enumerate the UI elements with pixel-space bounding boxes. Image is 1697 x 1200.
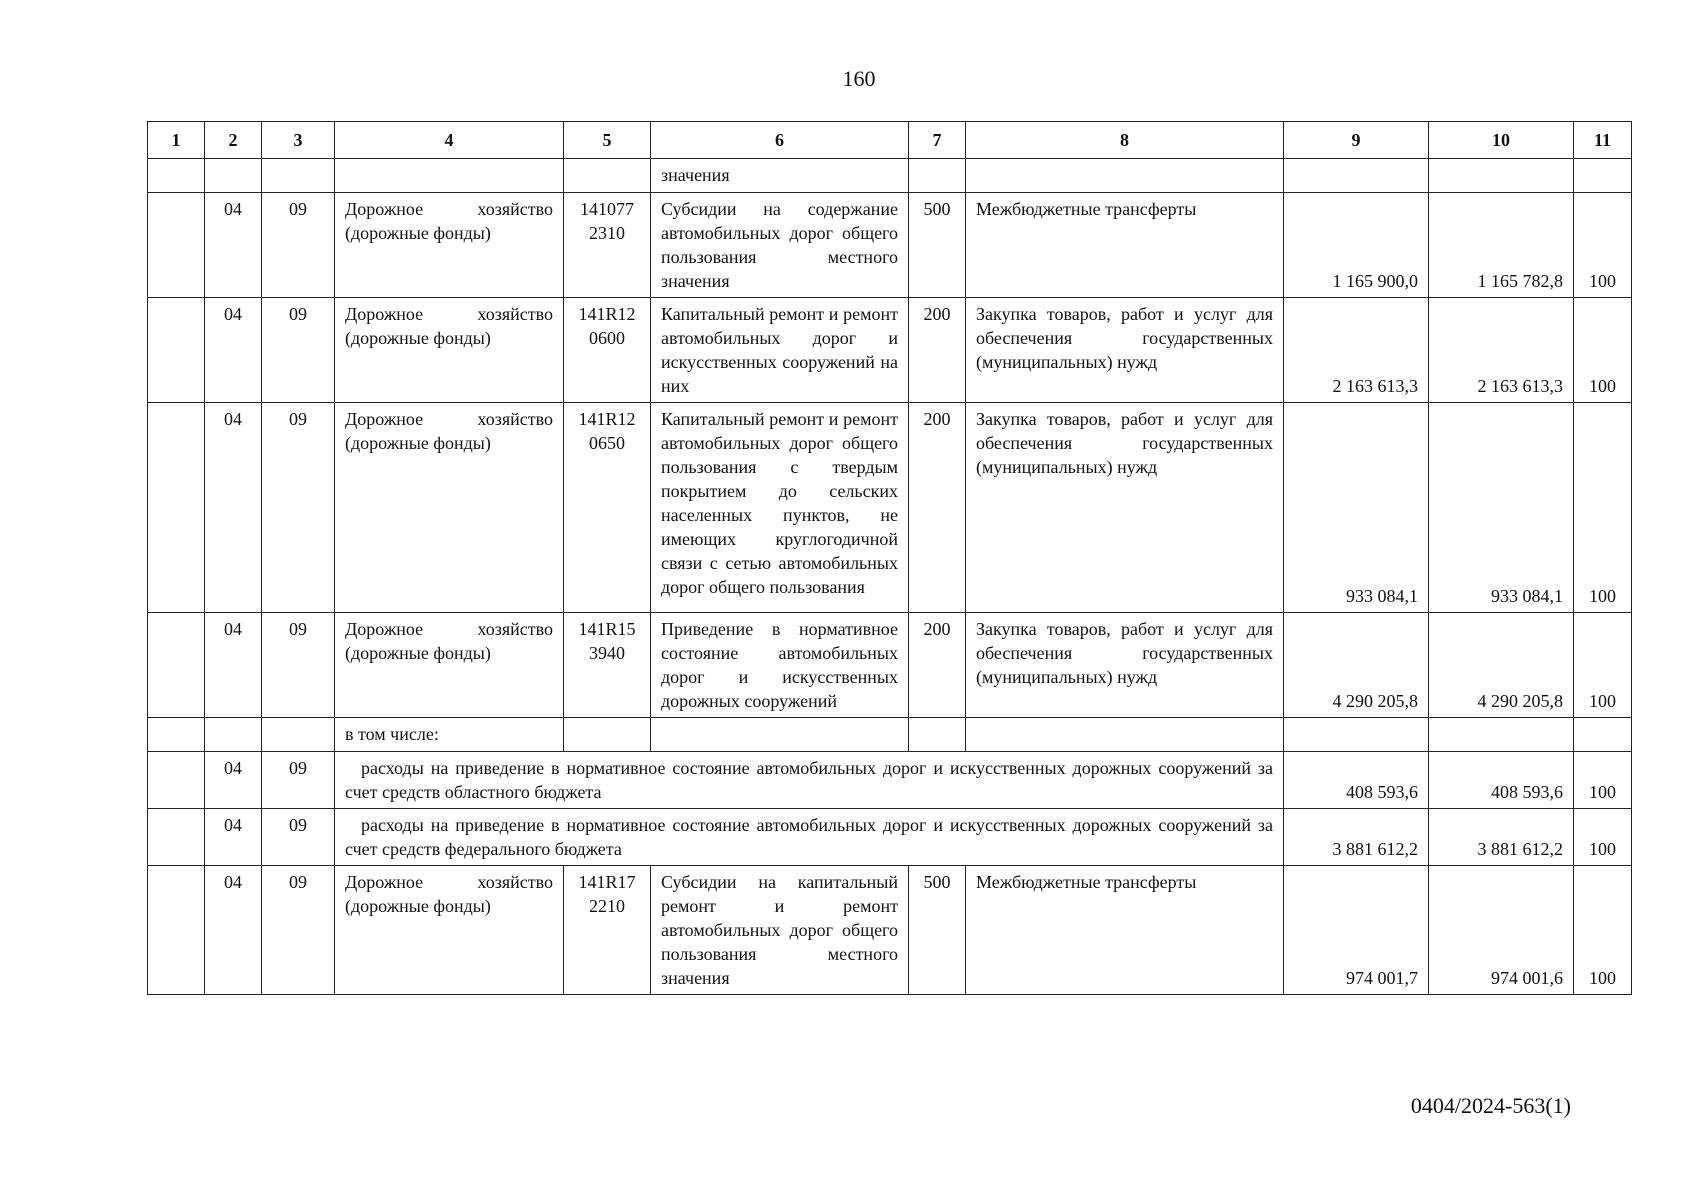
- cell-planned: [1284, 718, 1429, 752]
- cell-planned: 4 290 205,8: [1284, 613, 1429, 718]
- cell-expense-type: Межбюджетные трансферты: [966, 193, 1284, 298]
- cell-purpose: значения: [651, 159, 909, 193]
- cell-executed: 408 593,6: [1429, 752, 1574, 809]
- cell-executed: 2 163 613,3: [1429, 298, 1574, 403]
- cell-target-code: 141077 2310: [564, 193, 651, 298]
- cell-executed: [1429, 718, 1574, 752]
- cell-planned: 1 165 900,0: [1284, 193, 1429, 298]
- cell-target-code: [564, 159, 651, 193]
- table-row: [148, 809, 1632, 866]
- cell-expense-code: 500: [909, 193, 966, 298]
- cell-percent: 100: [1574, 866, 1632, 995]
- cell-col1: [148, 193, 205, 298]
- cell-name: Дорожное хозяйство (дорожные фонды): [335, 613, 564, 718]
- cell-target-code: 141R17 2210: [564, 866, 651, 995]
- cell-subsection: 09: [262, 613, 335, 718]
- cell-planned: 2 163 613,3: [1284, 298, 1429, 403]
- header-cell: 2: [205, 122, 262, 159]
- cell-section: 04: [205, 752, 262, 809]
- cell-purpose: [651, 718, 909, 752]
- cell-purpose: Субсидии на содержание автомобильных дорог общего пользования местного значения: [651, 193, 909, 298]
- cell-expense-type: [966, 718, 1284, 752]
- cell-section: 04: [205, 403, 262, 613]
- cell-subsection: 09: [262, 403, 335, 613]
- cell-percent: 100: [1574, 613, 1632, 718]
- cell-subsection: 09: [262, 809, 335, 866]
- cell-expense-type: [966, 159, 1284, 193]
- table-row: [148, 613, 1632, 718]
- cell-col1: [148, 752, 205, 809]
- cell-percent: 100: [1574, 298, 1632, 403]
- cell-name: Дорожное хозяйство (дорожные фонды): [335, 193, 564, 298]
- cell-planned: [1284, 159, 1429, 193]
- cell-expense-code: 200: [909, 403, 966, 613]
- cell-col1: [148, 809, 205, 866]
- cell-target-code: [564, 718, 651, 752]
- header-cell: 6: [651, 122, 909, 159]
- cell-section: 04: [205, 298, 262, 403]
- cell-expense-code: [909, 159, 966, 193]
- cell-planned: 974 001,7: [1284, 866, 1429, 995]
- cell-expense-code: [909, 718, 966, 752]
- header-cell: 3: [262, 122, 335, 159]
- table-row: [148, 403, 1632, 613]
- cell-name: Дорожное хозяйство (дорожные фонды): [335, 403, 564, 613]
- cell-purpose: Капитальный ремонт и ремонт автомобильных дорог общего пользования с твердым покрытием до сельских населенных пунктов, не имеющих круглогодичной связи с сетью автомобильных дорог общего пользования: [651, 403, 909, 613]
- cell-col1: [148, 613, 205, 718]
- table-row: [148, 298, 1632, 403]
- cell-name: Дорожное хозяйство (дорожные фонды): [335, 298, 564, 403]
- cell-percent: [1574, 159, 1632, 193]
- page-number: 160: [842, 66, 876, 91]
- cell-name: [335, 159, 564, 193]
- cell-planned: 933 084,1: [1284, 403, 1429, 613]
- cell-executed: 4 290 205,8: [1429, 613, 1574, 718]
- cell-description-span: расходы на приведение в нормативное состояние автомобильных дорог и искусственных дорожных сооружений за счет средств областного бюджета: [335, 752, 1284, 809]
- document-number: 0404/2024-563(1): [1410, 1093, 1571, 1118]
- cell-purpose: Капитальный ремонт и ремонт автомобильных дорог и искусственных сооружений на них: [651, 298, 909, 403]
- cell-col1: [148, 403, 205, 613]
- header-cell: 11: [1574, 122, 1632, 159]
- cell-expense-type: Закупка товаров, работ и услуг для обеспечения государственных (муниципальных) нужд: [966, 613, 1284, 718]
- header-cell: 1: [148, 122, 205, 159]
- cell-subsection: 09: [262, 866, 335, 995]
- table-row: [148, 866, 1632, 995]
- cell-percent: [1574, 718, 1632, 752]
- cell-col1: [148, 866, 205, 995]
- cell-name: Дорожное хозяйство (дорожные фонды): [335, 866, 564, 995]
- cell-expense-code: 200: [909, 298, 966, 403]
- cell-section: 04: [205, 193, 262, 298]
- header-cell: 7: [909, 122, 966, 159]
- cell-percent: 100: [1574, 193, 1632, 298]
- cell-target-code: 141R12 0600: [564, 298, 651, 403]
- header-cell: 5: [564, 122, 651, 159]
- cell-col1: [148, 718, 205, 752]
- cell-description-span: расходы на приведение в нормативное состояние автомобильных дорог и искусственных дорожных сооружений за счет средств федерального бюджета: [335, 809, 1284, 866]
- cell-purpose: Субсидии на капитальный ремонт и ремонт автомобильных дорог общего пользования местного значения: [651, 866, 909, 995]
- cell-target-code: 141R12 0650: [564, 403, 651, 613]
- cell-percent: 100: [1574, 752, 1632, 809]
- cell-section: 04: [205, 866, 262, 995]
- table-row: [148, 752, 1632, 809]
- cell-name: в том числе:: [335, 718, 564, 752]
- cell-executed: 3 881 612,2: [1429, 809, 1574, 866]
- table-header-row: [148, 122, 1632, 159]
- cell-section: 04: [205, 809, 262, 866]
- cell-expense-code: 200: [909, 613, 966, 718]
- cell-subsection: 09: [262, 193, 335, 298]
- cell-executed: [1429, 159, 1574, 193]
- cell-executed: 1 165 782,8: [1429, 193, 1574, 298]
- table-row: [148, 159, 1632, 193]
- cell-expense-type: Закупка товаров, работ и услуг для обеспечения государственных (муниципальных) нужд: [966, 298, 1284, 403]
- cell-section: [205, 159, 262, 193]
- cell-expense-type: Межбюджетные трансферты: [966, 866, 1284, 995]
- cell-subsection: 09: [262, 752, 335, 809]
- cell-section: 04: [205, 613, 262, 718]
- cell-section: [205, 718, 262, 752]
- cell-executed: 933 084,1: [1429, 403, 1574, 613]
- cell-subsection: [262, 159, 335, 193]
- cell-expense-type: Закупка товаров, работ и услуг для обеспечения государственных (муниципальных) нужд: [966, 403, 1284, 613]
- cell-expense-code: 500: [909, 866, 966, 995]
- header-cell: 10: [1429, 122, 1574, 159]
- cell-planned: 408 593,6: [1284, 752, 1429, 809]
- budget-table: [147, 121, 1632, 995]
- header-cell: 8: [966, 122, 1284, 159]
- table-row: [148, 193, 1632, 298]
- cell-percent: 100: [1574, 403, 1632, 613]
- header-cell: 9: [1284, 122, 1429, 159]
- cell-target-code: 141R15 3940: [564, 613, 651, 718]
- cell-planned: 3 881 612,2: [1284, 809, 1429, 866]
- cell-subsection: [262, 718, 335, 752]
- cell-col1: [148, 159, 205, 193]
- cell-percent: 100: [1574, 809, 1632, 866]
- cell-executed: 974 001,6: [1429, 866, 1574, 995]
- table-row: [148, 718, 1632, 752]
- header-cell: 4: [335, 122, 564, 159]
- cell-purpose: Приведение в нормативное состояние автомобильных дорог и искусственных дорожных сооружений: [651, 613, 909, 718]
- cell-subsection: 09: [262, 298, 335, 403]
- cell-col1: [148, 298, 205, 403]
